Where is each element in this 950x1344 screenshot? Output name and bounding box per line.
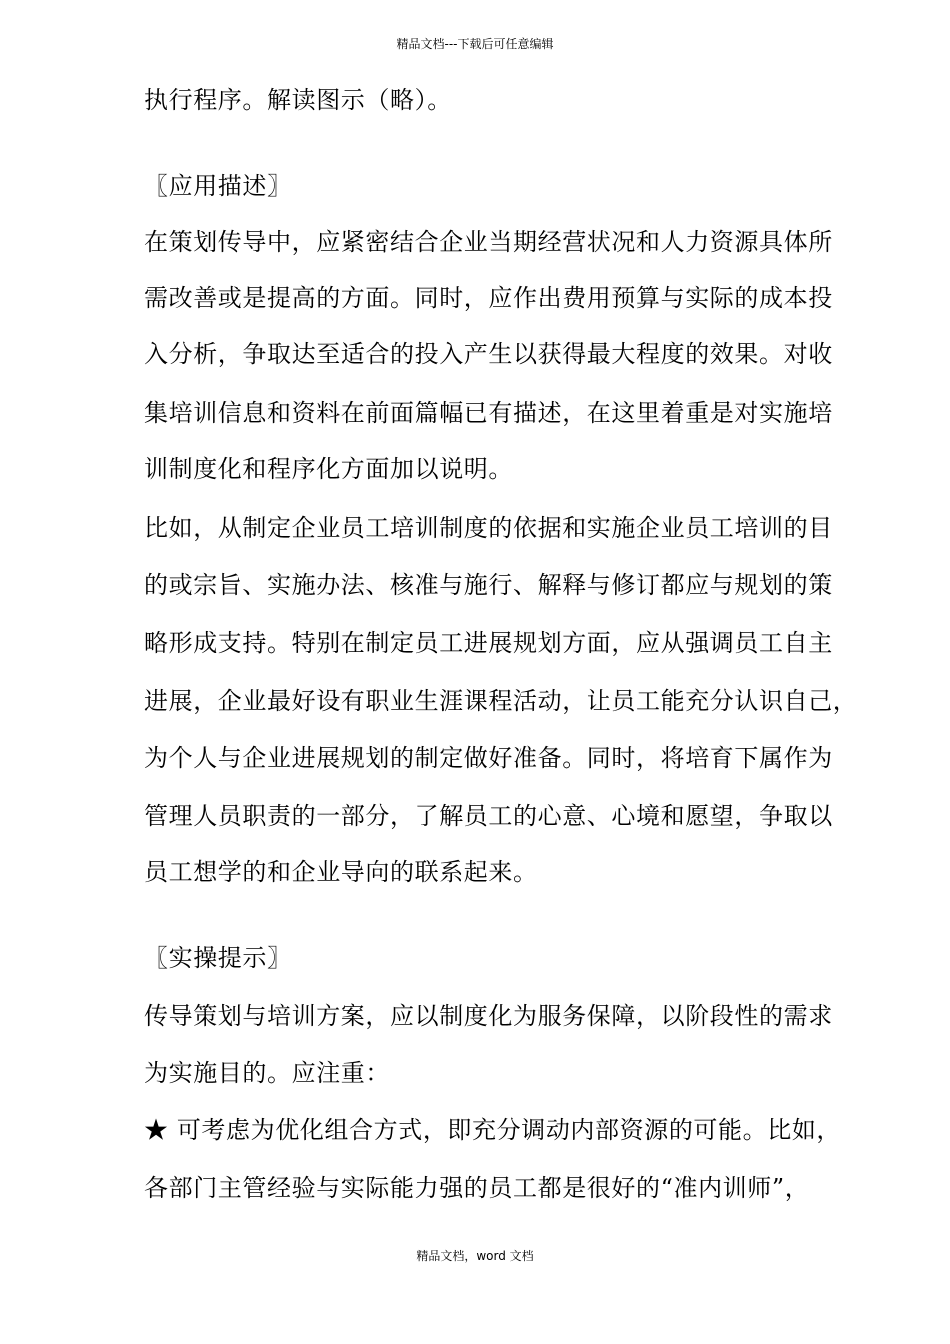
text-line: 需改善或是提高的方面。同时，应作出费用预算与实际的成本投 <box>144 284 833 312</box>
text-line: 比如，从制定企业员工培训制度的依据和实施企业员工培训的目 <box>144 514 833 542</box>
text-line: 在策划传导中，应紧密结合企业当期经营状况和人力资源具体所 <box>144 228 833 256</box>
text-line: 进展，企业最好设有职业生涯课程活动，让员工能充分认识自己， <box>144 687 858 715</box>
text-line: 训制度化和程序化方面加以说明。 <box>144 455 513 483</box>
text-line: 集培训信息和资料在前面篇幅已有描述，在这里着重是对实施培 <box>144 399 833 427</box>
text-line: 员工想学的和企业导向的联系起来。 <box>144 858 538 886</box>
text-line: 管理人员职责的一部分，了解员工的心意、心境和愿望，争取以 <box>144 802 833 830</box>
text-line: 为实施目的。应注重： <box>144 1059 390 1087</box>
text-line: 各部门主管经验与实际能力强的员工都是很好的“准内训师”， <box>144 1174 810 1202</box>
text-line: 入分析，争取达至适合的投入产生以获得最大程度的效果。对收 <box>144 340 833 368</box>
text-line: 为个人与企业进展规划的制定做好准备。同时，将培育下属作为 <box>144 744 833 772</box>
page-header: 精品文档---下载后可任意编辑 <box>396 37 554 51</box>
bullet-item: ★ 可考虑为优化组合方式，即充分调动内部资源的可能。比如， <box>144 1116 842 1144</box>
text-line: 的或宗旨、实施办法、核准与施行、解释与修订都应与规划的策 <box>144 571 833 599</box>
text-line: 执行程序。解读图示（略）。 <box>144 86 452 114</box>
page-footer: 精品文档，word 文档 <box>416 1249 534 1263</box>
text-line: 略形成支持。特别在制定员工进展规划方面，应从强调员工自主 <box>144 629 833 657</box>
section-heading-application: 〖应用描述〗 <box>144 172 292 200</box>
text-line: 传导策划与培训方案，应以制度化为服务保障，以阶段性的需求 <box>144 1002 833 1030</box>
section-heading-practice: 〖实操提示〗 <box>144 944 292 972</box>
